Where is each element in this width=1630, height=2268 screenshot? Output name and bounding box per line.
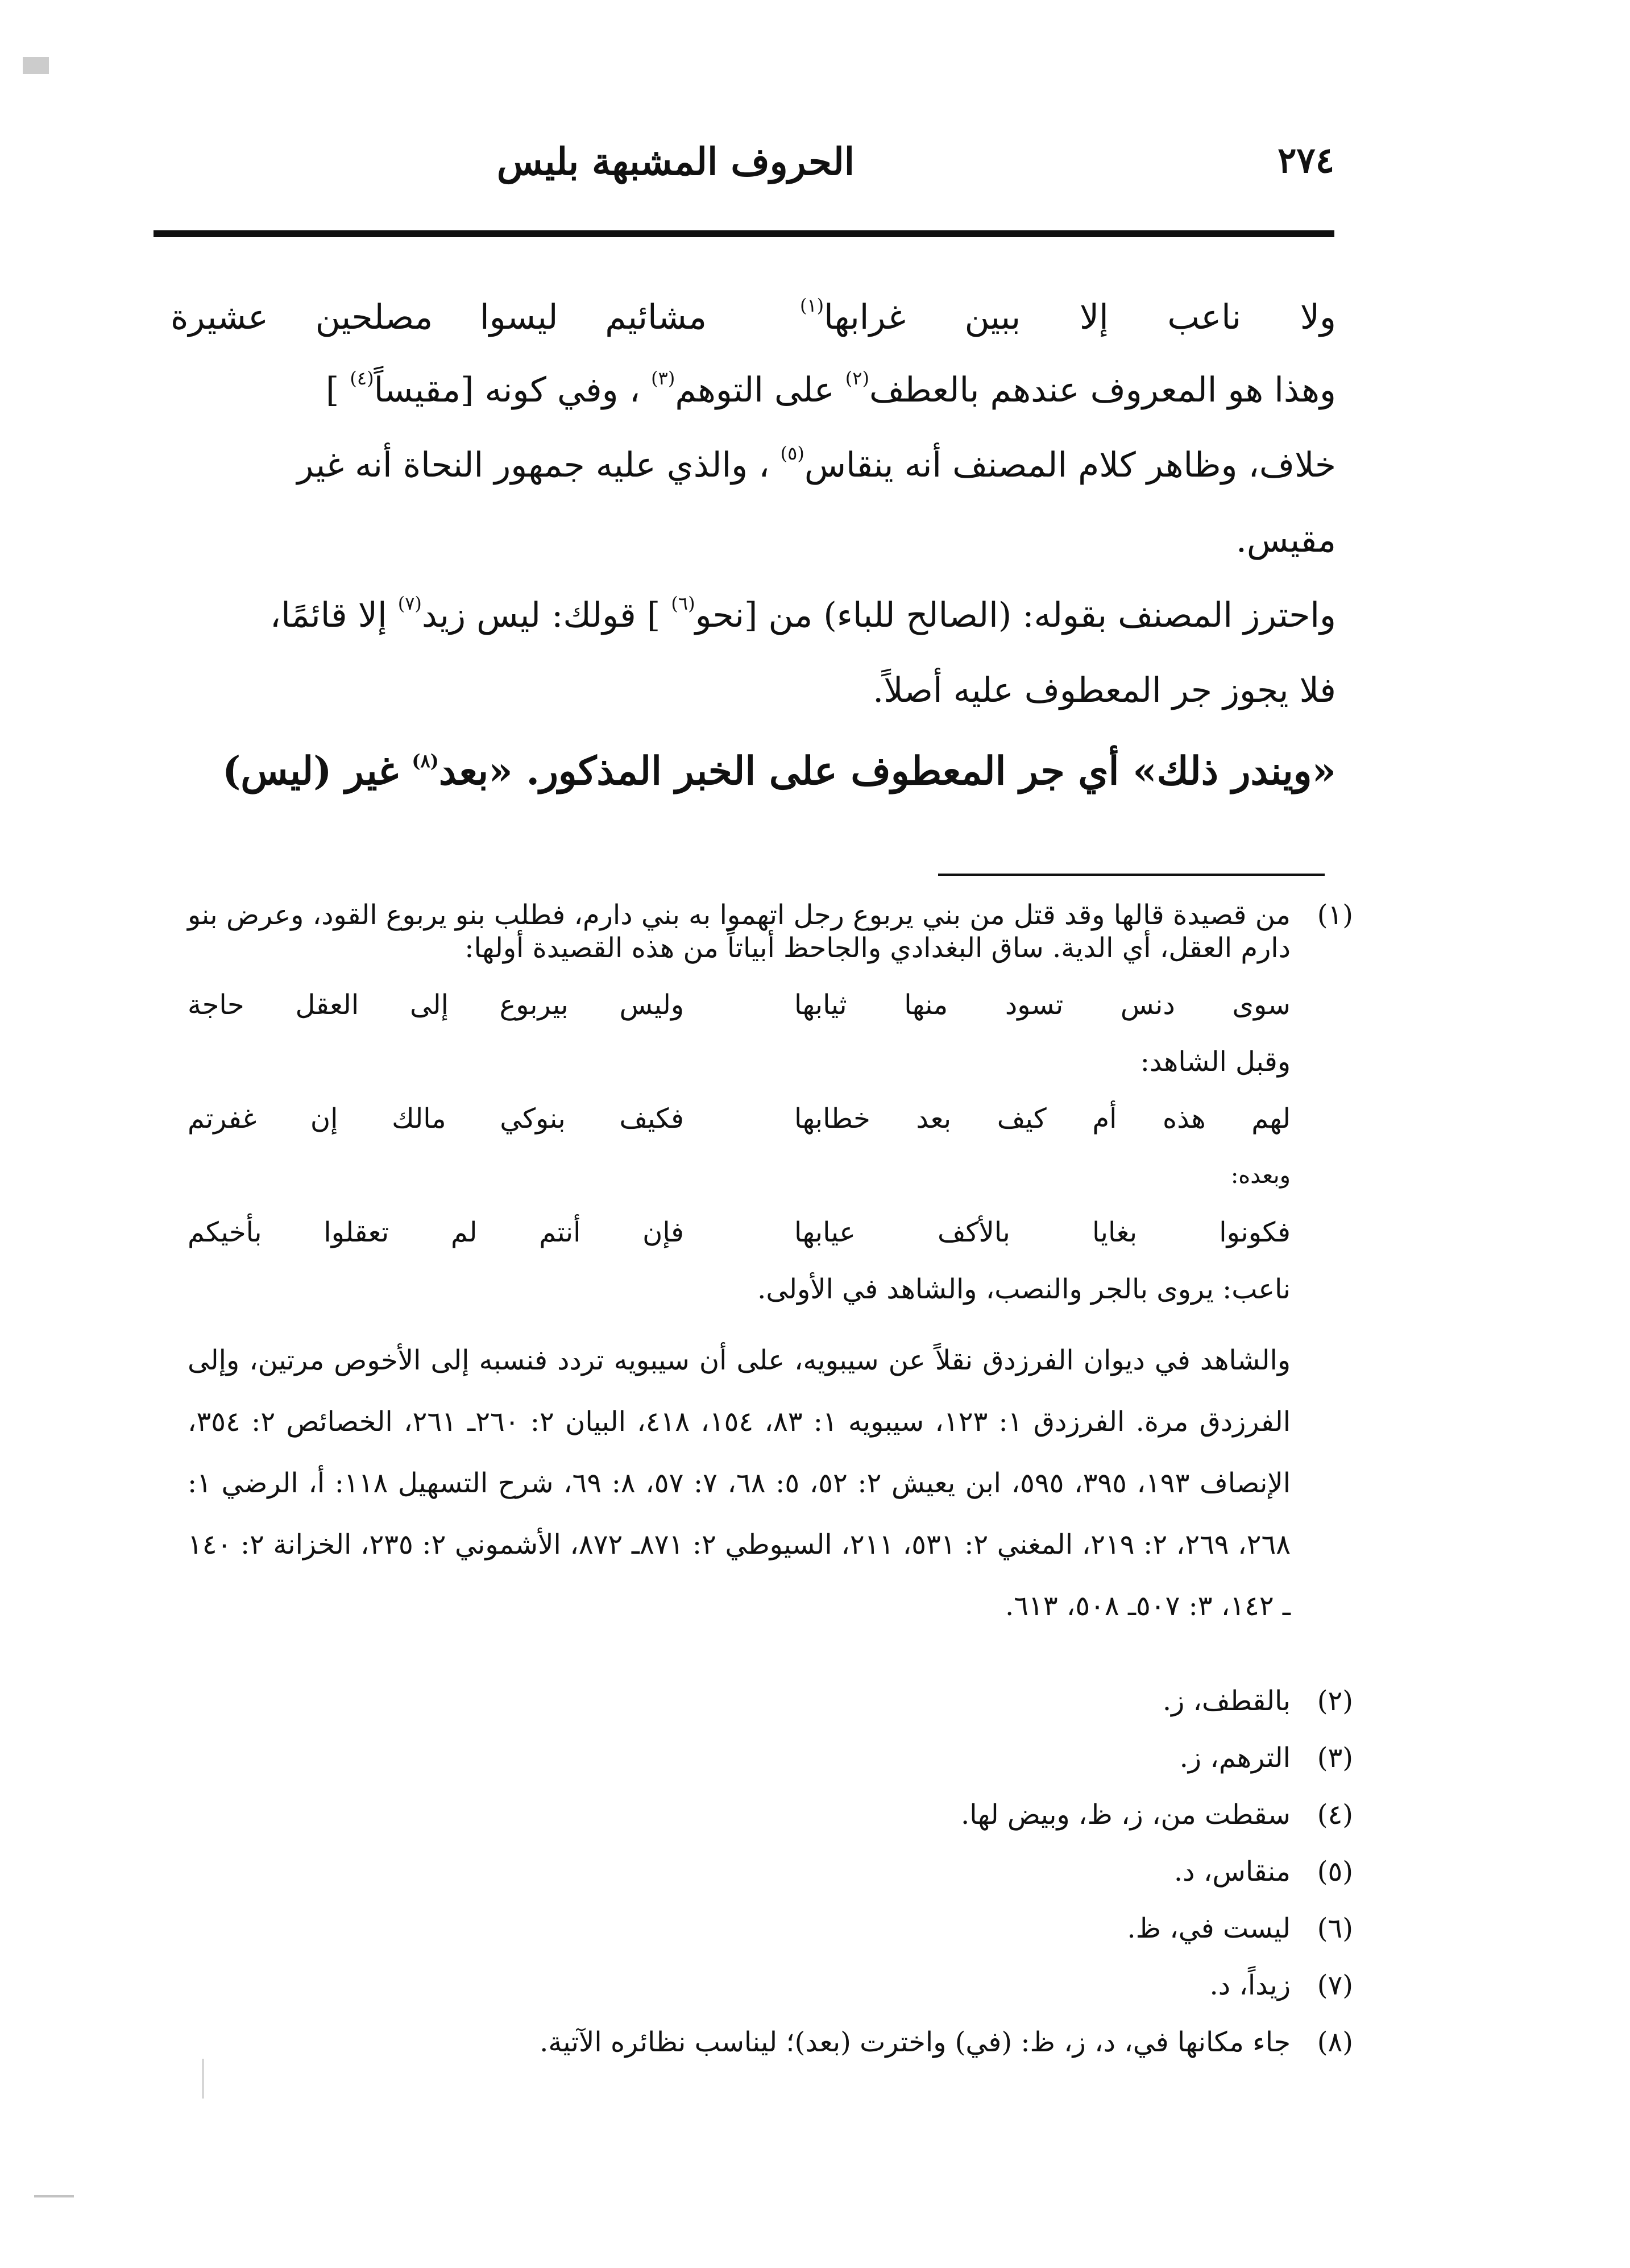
footnote-6: [188, 1912, 1353, 1945]
footnote-5: [188, 1855, 1353, 1888]
footnote-text: ليست في، ظ.: [1127, 1913, 1291, 1944]
footnote-7: [188, 1969, 1353, 2002]
footnote-number: (٢): [1317, 1685, 1353, 1717]
scan-speck: [202, 2059, 204, 2099]
footnote-ref: (٤): [350, 367, 374, 389]
verse-hemistich-left: ولا ناعب إلا ببين غرابها$^{(١)}$: [800, 295, 1336, 337]
page-header: [154, 134, 1334, 196]
footnote-number: (٣): [1317, 1742, 1353, 1774]
footnote-ref: (٥): [780, 442, 804, 464]
paragraph-line: واحترز المصنف بقوله: (الصالح للباء) من [نحو$^{(٦)}$ ] قولك: ليس زيد$^{(٧)}$ إلا قائمًا،: [269, 593, 1336, 635]
footnote-ref: (٣): [651, 367, 675, 389]
footnote-text: منقاس، د.: [1173, 1856, 1291, 1888]
footnote-ref: (١): [800, 295, 824, 316]
footnote-text: سقطت من، ز، ظ، وبيض لها.: [960, 1799, 1291, 1831]
footnote-4: [188, 1798, 1353, 1831]
footnote-text: بالقطف، ز.: [1162, 1685, 1291, 1717]
verse-hemistich-left: فكونوا بغايا بالأكف عيابها: [794, 1216, 1291, 1248]
verse-hemistich-right: فإن أنتم لم تعقلوا بأخيكم: [188, 1216, 684, 1248]
footnote-text: وقبل الشاهد:: [1140, 1046, 1291, 1078]
footnote-number: (١): [1317, 899, 1353, 931]
footnote-ref: (٦): [671, 593, 695, 614]
verse-hemistich-right: مشائيم ليسوا مصلحين عشيرة: [171, 297, 707, 337]
footnote-text: ناعب: يروى بالجر والنصب، والشاهد في الأولى.: [757, 1273, 1291, 1305]
header-rule: [154, 230, 1334, 237]
footnote-number: (٤): [1317, 1799, 1353, 1831]
footnote-8: [188, 2026, 1353, 2059]
footnote-text: جاء مكانها في، د، ز، ظ: (في) واخترت (بعد)؛ ليناسب نظائره الآتية.: [540, 2026, 1291, 2058]
footnote-1: [188, 899, 1353, 1661]
footnote-3: [188, 1741, 1353, 1774]
footnote-text: وبعده:: [1230, 1162, 1291, 1189]
footnote-2: [188, 1685, 1353, 1717]
verse-hemistich-right: وليس بيربوع إلى العقل حاجة: [188, 989, 684, 1021]
scan-speck: [34, 2195, 74, 2197]
paragraph-line: مقيس.: [1235, 520, 1336, 560]
footnote-separator: [938, 874, 1325, 876]
footnote-text: الترهم، ز.: [1179, 1742, 1291, 1774]
footnote-ref: (٧): [397, 593, 422, 614]
paragraph-line: فلا يجوز جر المعطوف عليه أصلاً.: [873, 671, 1336, 710]
footnote-references: والشاهد في ديوان الفرزدق نقلاً عن سيبويه، على أن سيبويه تردد فنسبه إلى الأخوص مرتين، وإلى الفرزدق مرة. الفرزدق ١: ١٢٣، سيبويه ١: ٨٣، ١٥٤، ٤١٨، البيان ٢: ٢٦٠ـ ٢٦١، الخصائص ٢: ٣٥٤، الإنصاف ١٩٣، ٣٩٥، ٥٩٥، ابن يعيش ٢: ٥٢، ٥: ٦٨، ٧: ٥٧، ٨: ٦٩، شرح التسهيل ١١٨: أ، الرضي ١: ٢٦٨، ٢٦٩، ٢: ٢١٩، المغني ٢: ٥٣١، ٢١١، السيوطي ٢: ٨٧١ـ ٨٧٢، الأشموني ٢: ٢٣٥، الخزانة ٢: ١٤٠ ـ ١٤٢، ٣: ٥٠٧ـ ٥٠٨، ٦١٣.: [188, 1344, 1291, 1622]
paragraph-line: خلاف، وظاهر كلام المصنف أنه ينقاس$^{(٥)}$ ، والذي عليه جمهور النحاة أنه غير: [297, 442, 1336, 485]
footnote-text: من قصيدة قالها وقد قتل من بني يربوع رجل اتهموا به بني دارم، فطلب بنو يربوع القود، وعرض بنو دارم العقل، أي الدية. ساق البغدادي والجاحظ أبياتاً من هذه القصيدة أولها:: [188, 899, 1291, 964]
verse-hemistich-right: فكيف بنوكي مالك إن غفرتم: [188, 1103, 684, 1135]
main-text: [171, 296, 1336, 830]
footnote-ref: (٨): [412, 750, 439, 772]
footnote-verse: [188, 988, 1291, 1021]
footnote-text: زيداً، د.: [1209, 1969, 1291, 2001]
verse-hemistich-left: سوى دنس تسود منها ثيابها: [794, 989, 1291, 1021]
footnote-number: (٦): [1317, 1913, 1353, 1944]
scan-speck: [23, 57, 49, 74]
verse-hemistich-left: لهم هذه أم كيف بعد خطابها: [794, 1103, 1291, 1135]
footnote-number: (٧): [1317, 1969, 1353, 2001]
footnote-verse: [188, 1102, 1291, 1135]
paragraph-line: وهذا هو المعروف عندهم بالعطف$^{(٢)}$ على التوهم$^{(٣)}$ ، وفي كونه [مقيساً$^{(٤)}$ ]: [325, 367, 1336, 410]
running-title: الحروف المشبهة بليس: [496, 139, 855, 184]
footnote-verse: [188, 1216, 1291, 1249]
commentary-heading-line: «ويندر ذلك» أي جر المعطوف على الخبر المذكور. «بعد$^{(٨)}$ غير (ليس): [222, 748, 1336, 794]
page-number: ٢٧٤: [1278, 139, 1334, 181]
footnote-number: (٨): [1317, 2026, 1353, 2058]
verse-line: [171, 296, 1336, 339]
footnote-number: (٥): [1317, 1856, 1353, 1888]
footnote-ref: (٢): [845, 367, 869, 389]
footnotes: [188, 899, 1353, 2083]
